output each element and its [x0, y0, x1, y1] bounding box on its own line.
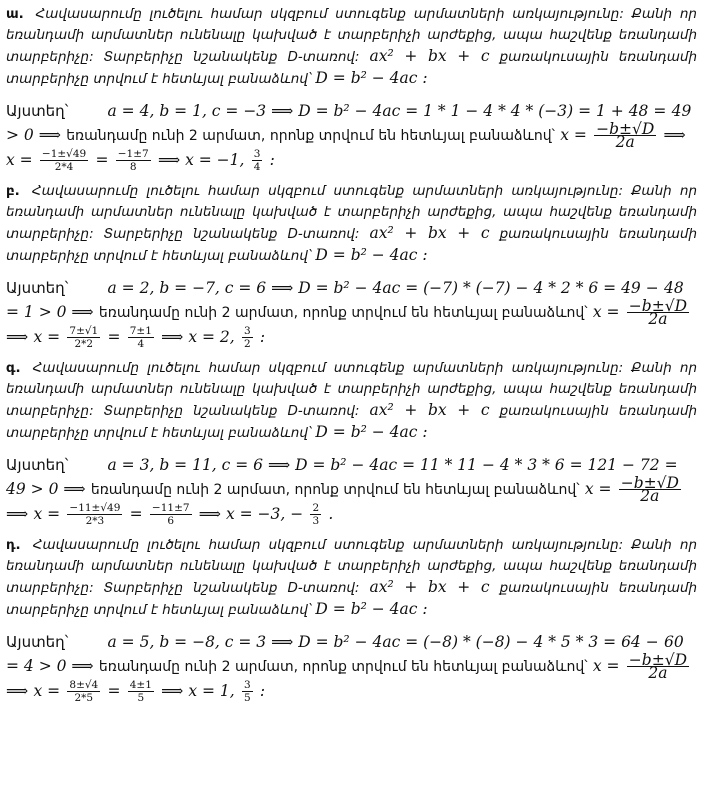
section-b: [6, 181, 697, 350]
calc-lhs: x =: [6, 151, 33, 169]
calc-result: ⟹ x = −1,: [157, 151, 245, 169]
calc-fraction-2: $\frac{4\pm 1}{5}$: [129, 679, 152, 704]
section-letter: ա.: [6, 6, 24, 22]
intro-tail: քառակուսային եռանդամի տարբերիչը տրվում է հետևյալ բանաձևով՝: [6, 49, 698, 87]
coefficients-line: a = 4, b = 1, c = −3 ⟹ D = b² − 4ac = 1 * 1 − 4 * 4 * (−3) = 1 + 48 =: [107, 102, 667, 120]
intro-paragraph: [6, 181, 697, 267]
coefficients-line: a = 3, b = 11, c = 6 ⟹ D = b² − 4ac = 11 * 11 − 4 * 3 * 6 = 121 − 72 =: [107, 456, 678, 474]
calc-fraction-1: $\frac{-1\pm√49}{2*4}$: [41, 148, 87, 173]
coefficients-line: a = 2, b = −7, c = 6 ⟹ D = b² − 4ac = (−7) * (−7) − 4 * 2 * 6 = 49 −: [107, 279, 659, 297]
roots-text: եռանդամը ունի 2 արմատ, որոնք տրվում են հետևյալ բանաձևով՝: [98, 305, 588, 321]
calc-lhs: x =: [33, 505, 61, 523]
root-formula-fraction: $\frac{-b\pm√D}{2a}$: [628, 651, 687, 682]
calc-fraction-1: $\frac{-11\pm√49}{2*3}$: [69, 502, 121, 527]
intro-text: Հավասարումը լուծելու համար սկզբում ստուգենք արմատների առկայությունը: Քանի որ եռանդամի արմատներ ունենալը կախված է տարբերիչի արժեքից, ապա հաշվենք եռանդամի տարբերիչը: Տարբերիչը նշանակենք D-տառով:: [6, 6, 697, 65]
trinomial: ax² + bx + c: [369, 578, 490, 596]
intro-paragraph: [6, 4, 697, 90]
discriminant-result: 49 > 0 ⟹: [6, 102, 692, 144]
here-label: Այստեղ՝: [6, 633, 69, 651]
intro-paragraph: [6, 358, 697, 444]
root-formula-lhs: x =: [592, 657, 620, 675]
discriminant-formula: D = b² − 4ac :: [315, 423, 428, 441]
root-formula-lhs: x =: [584, 480, 612, 498]
root-formula-fraction: $\frac{-b\pm√D}{2a}$: [628, 297, 687, 328]
calc-fraction-1: $\frac{8\pm√4}{2*5}$: [69, 679, 99, 704]
calc-result: ⟹ x = 1,: [161, 682, 235, 700]
section-letter: դ.: [6, 537, 21, 553]
trinomial: ax² + bx + c: [369, 224, 490, 242]
roots-text: եռանդամը ունի 2 արմատ, որոնք տրվում են հետևյալ բանաձևով՝: [66, 128, 555, 144]
intro-text: Հավասարումը լուծելու համար սկզբում ստուգենք արմատների առկայությունը: Քանի որ եռանդամի արմատներ ունենալը կախված է տարբերիչի արժեքից, ապա հաշվենք եռանդամի տարբերիչը: Տարբերիչը նշանակենք D-տառով:: [6, 537, 698, 596]
discriminant-formula: D = b² − 4ac :: [315, 69, 428, 87]
section-a: [6, 4, 697, 173]
calc-lhs: x =: [33, 682, 61, 700]
mixed-fraction: $\frac{2}{3}$: [312, 502, 320, 527]
roots-text: եռանդամը ունի 2 արմատ, որոնք տրվում են հետևյալ բանաձևով՝: [98, 659, 588, 675]
intro-paragraph: [6, 535, 697, 621]
root-formula-fraction: $\frac{-b\pm√D}{2a}$: [620, 474, 679, 505]
here-label: Այստեղ՝: [6, 456, 69, 474]
intro-tail: քառակուսային եռանդամի տարբերիչը տրվում է հետևյալ բանաձևով՝: [6, 580, 698, 618]
root-formula-lhs: x =: [560, 126, 587, 144]
calc-fraction-2: $\frac{-1\pm 7}{8}$: [117, 148, 149, 173]
calc-result: ⟹ x = 2,: [161, 328, 235, 346]
mixed-fraction: $\frac{3}{2}$: [243, 325, 251, 350]
intro-text: Հավասարումը լուծելու համար սկզբում ստուգենք արմատների առկայությունը: Քանի որ եռանդամի արմատներ ունենալը կախված է տարբերիչի արժեքից, ապա հաշվենք եռանդամի տարբերիչը: Տարբերիչը նշանակենք D-տառով:: [6, 183, 697, 242]
calc-fraction-2: $\frac{7\pm 1}{4}$: [129, 325, 152, 350]
section-d: [6, 535, 697, 704]
section-c: [6, 358, 697, 527]
discriminant-formula: D = b² − 4ac :: [315, 246, 428, 264]
calc-fraction-1: $\frac{7\pm√1}{2*2}$: [69, 325, 99, 350]
root-formula-fraction: $\frac{-b\pm√D}{2a}$: [596, 120, 655, 151]
roots-text: եռանդամը ունի 2 արմատ, որոնք տրվում են հետևյալ բանաձևով՝: [90, 482, 580, 498]
trinomial: ax² + bx + c: [369, 401, 490, 419]
here-label: Այստեղ՝: [6, 102, 69, 120]
intro-tail: քառակուսային եռանդամի տարբերիչը տրվում է հետևյալ բանաձևով՝: [6, 403, 698, 441]
solution-block: Այստեղ՝ a = 4, b = 1, c = −3 ⟹ D = b² − 4ac = 1 * 1 − 4 * 4 * (−3) = 1 + 48 = 49 > 0 ⟹ եռանդամը ունի 2 արմատ, որոնք տրվում են հետևյալ բանաձևով՝ x = $\frac{-b\pm√D}{2a}$ ⟹ x = $\frac{-1\pm√49}{2*4}$ = $\frac{-1\pm 7}{8}$ ⟹ x = −1, $\frac{3}{4}$ :: [6, 102, 692, 173]
here-label: Այստեղ՝: [6, 279, 69, 297]
root-formula-lhs: x =: [592, 303, 620, 321]
discriminant-result: 49 > 0 ⟹: [6, 480, 86, 498]
solution-block: Այստեղ՝ a = 5, b = −8, c = 3 ⟹ D = b² − 4ac = (−8) * (−8) − 4 * 5 * 3 = 64 − 60 = 4 > 0 ⟹ եռանդամը ունի 2 արմատ, որոնք տրվում են հետևյալ բանաձևով՝ x = $\frac{-b\pm√D}{2a}$ ⟹ x = $\frac{8\pm√4}{2*5}$ = $\frac{4\pm 1}{5}$ ⟹ x = 1, $\frac{3}{5}$ :: [6, 633, 687, 704]
intro-text: Հավասարումը լուծելու համար սկզբում ստուգենք արմատների առկայությունը: Քանի որ եռանդամի արմատներ ունենալը կախված է տարբերիչի արժեքից, ապա հաշվենք եռանդամի տարբերիչը: Տարբերիչը նշանակենք D-տառով:: [6, 360, 697, 419]
discriminant-formula: D = b² − 4ac :: [315, 600, 428, 618]
calc-fraction-2: $\frac{-11\pm 7}{6}$: [151, 502, 190, 527]
solution-block: Այստեղ՝ a = 2, b = −7, c = 6 ⟹ D = b² − 4ac = (−7) * (−7) − 4 * 2 * 6 = 49 − 48 = 1 > 0 ⟹ եռանդամը ունի 2 արմատ, որոնք տրվում են հետևյալ բանաձևով՝ x = $\frac{-b\pm√D}{2a}$ ⟹ x = $\frac{7\pm√1}{2*2}$ = $\frac{7\pm 1}{4}$ ⟹ x = 2, $\frac{3}{2}$ :: [6, 279, 687, 350]
solution-block: Այստեղ՝ a = 3, b = 11, c = 6 ⟹ D = b² − 4ac = 11 * 11 − 4 * 3 * 6 = 121 − 72 = 49 > 0 ⟹ եռանդամը ունի 2 արմատ, որոնք տրվում են հետևյալ բանաձևով՝ x = $\frac{-b\pm√D}{2a}$ ⟹ x = $\frac{-11\pm√49}{2*3}$ = $\frac{-11\pm 7}{6}$ ⟹ x = −3, − $\frac{2}{3}$ .: [6, 456, 679, 527]
coefficients-line: a = 5, b = −8, c = 3 ⟹ D = b² − 4ac = (−8) * (−8) − 4 * 5 * 3 = 64 −: [107, 633, 659, 651]
calc-lhs: x =: [33, 328, 61, 346]
calc-result: ⟹ x = −3, −: [198, 505, 304, 523]
discriminant-result: 60 = 4 > 0 ⟹: [6, 633, 684, 675]
discriminant-result: 48 = 1 > 0 ⟹: [6, 279, 684, 321]
section-letter: գ.: [6, 360, 21, 376]
trinomial: ax² + bx + c: [369, 47, 490, 65]
mixed-fraction: $\frac{3}{4}$: [253, 148, 261, 173]
intro-tail: քառակուսային եռանդամի տարբերիչը տրվում է հետևյալ բանաձևով՝: [6, 226, 698, 264]
section-letter: բ.: [6, 183, 20, 199]
mixed-fraction: $\frac{3}{5}$: [243, 679, 251, 704]
